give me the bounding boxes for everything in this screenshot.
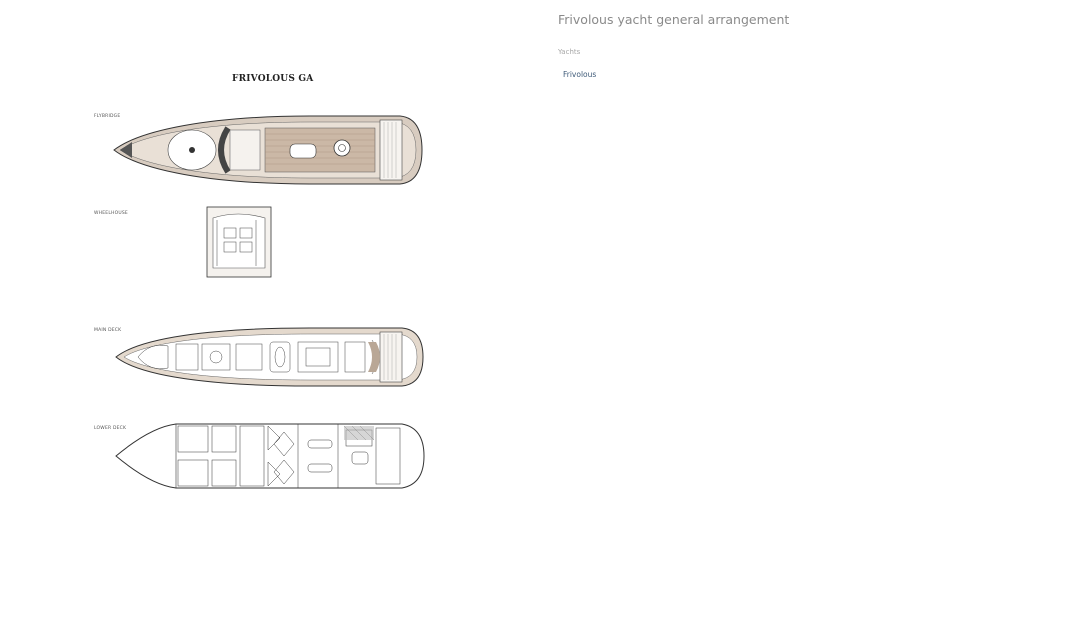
side-panel — [558, 12, 1058, 79]
flybridge-plan — [114, 116, 422, 184]
deck-label-main-deck: MAIN DECK — [94, 328, 122, 333]
yacht-link-frivolous[interactable]: Frivolous — [563, 70, 597, 79]
deck-plans-svg — [80, 60, 440, 500]
page-title: Frivolous yacht general arrangement — [558, 12, 790, 27]
deck-label-lower-deck: LOWER DECK — [94, 426, 127, 431]
lower-deck-plan — [116, 424, 424, 488]
wheelhouse-plan — [207, 207, 271, 277]
section-label-yachts: Yachts — [558, 48, 581, 56]
general-arrangement-drawing — [80, 60, 440, 500]
plan-title: FRIVOLOUS GA — [232, 74, 314, 84]
main-deck-plan — [116, 328, 423, 386]
deck-label-flybridge: FLYBRIDGE — [94, 114, 121, 119]
deck-label-wheelhouse: WHEELHOUSE — [94, 211, 128, 216]
